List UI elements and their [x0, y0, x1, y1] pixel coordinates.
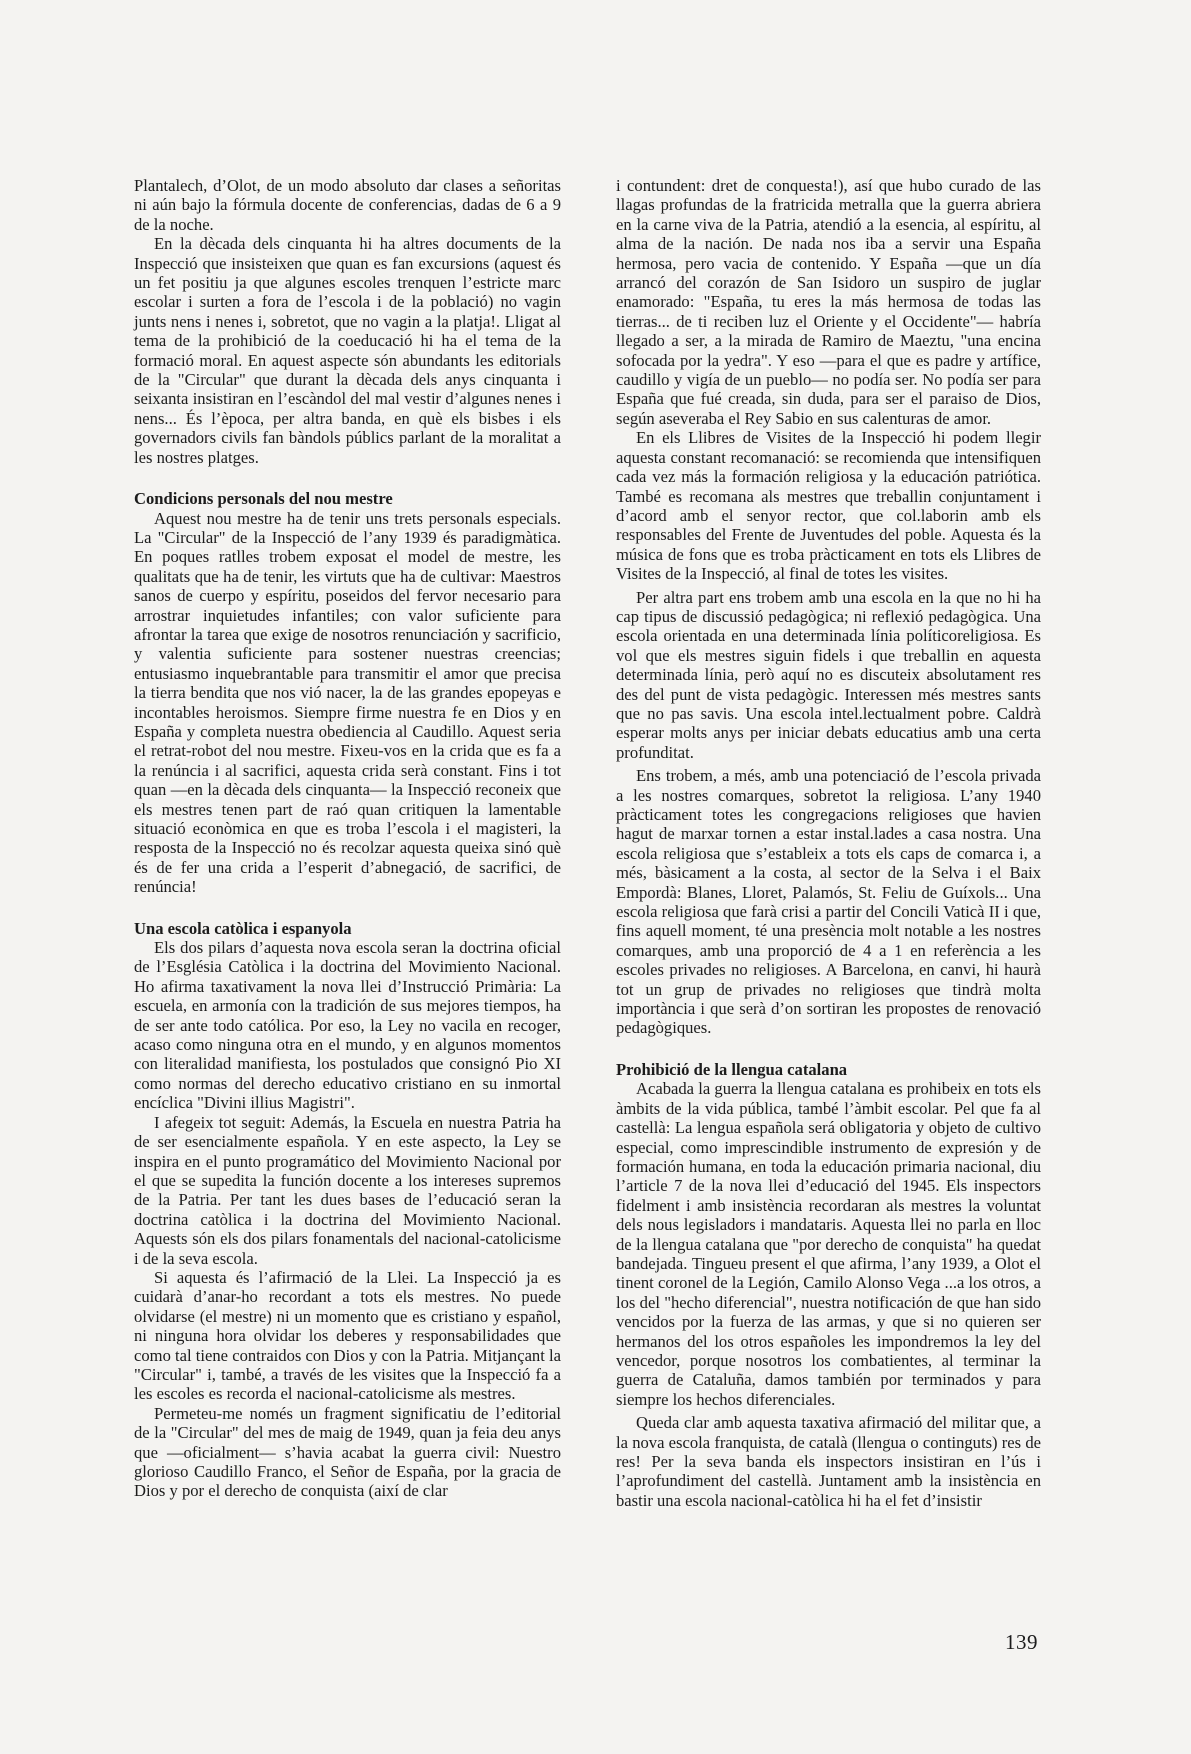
left-paragraph-4: Els dos pilars d’aquesta nova escola seran la doctrina oficial de l’Església Catòlica i la doctrina del Movimiento Nacional. Ho afirma taxativament la nova llei d’Instrucció Primària: La escuela, en armonía con la tradición de sus mejores tiempos, ha de ser ante todo católica. Por eso, la Ley no vacila en recoger, acaso como ninguna otra en el mundo, y en algunos momentos con literalidad manifiesta, los postulados que consignó Pio XI como normas del derecho educativo cristiano en su inmortal encíclica "Divini illius Magistri".	[134, 938, 561, 1113]
right-paragraph-5: Acabada la guerra la llengua catalana es prohibeix en tots els àmbits de la vida pública, també l’àmbit escolar. Pel que fa al castellà: La lengua española será obligatoria y objeto de cultivo especial, como imprescindible instrumento de expresión y de formación humana, en toda la educación primaria nacional, diu l’article 7 de la nova llei d’educació del 1945. Els inspectors fidelment i amb insistència recordaran als mestres la voluntat dels nous legisladors i mandataris. Aquesta llei no parla en lloc de la llengua catalana que "por derecho de conquista" ha quedat bandejada. Tingueu present el que afirma, l’any 1939, a Olot el tinent coronel de la Legión, Camilo Alonso Vega ...a los otros, a los del "hecho diferencial", nuestra notificación de que han sido vencidos por la fuerza de las armas, y que si no quieren ser hermanos del los otros españoles les impondremos la ley del vencedor, porque nosotros los combatientes, al terminar la guerra de Cataluña, damos también por terminados y para siempre los hechos diferenciales.	[616, 1079, 1041, 1409]
left-paragraph-7: Permeteu-me només un fragment significatiu de l’editorial de la "Circular" del mes de maig de 1949, quan ja feia deu anys que —oficialment— s’havia acabat la guerra civil: Nuestro glorioso Caudillo Franco, el Señor de España, por la gracia de Dios y por el derecho de conquista (així de clar	[134, 1403, 561, 1501]
right-paragraph-3: Per altra part ens trobem amb una escola en la que no hi ha cap tipus de discussió pedagògica; ni reflexió pedagògica. Una escola orientada en una determinada línia políticoreligiosa. Es vol que els mestres siguin fidels i que treballin en aquesta determinada línia, però aquí no es discuteix absolutament res des del punt de vista pedagògic. Interessen més mestres sants que no pas savis. Una escola intel.lectualment pobre. Caldrà esperar molts anys per iniciar debats educatius amb una certa profunditat.	[616, 587, 1041, 762]
left-column	[134, 176, 561, 1501]
right-paragraph-2: En els Llibres de Visites de la Inspecció hi podem llegir aquesta constant recomanació: se recomienda que intensifiquen cada vez más la formación religiosa y la educación patriótica. També es recomana als mestres que treballin conjuntament i d’acord amb el senyor rector, que col.laborin amb els responsables del Frente de Juventudes del poble. Aquesta és la música de fons que es troba pràcticament en tots els Llibres de Visites de la Inspecció, al final de totes les visites.	[616, 428, 1041, 584]
left-paragraph-1: Plantalech, d’Olot, de un modo absoluto dar clases a señoritas ni aún bajo la fórmula docente de conferencias, dadas de 6 a 9 de la noche.	[134, 176, 561, 234]
left-paragraph-6: Si aquesta és l’afirmació de la Llei. La Inspecció ja es cuidarà d’anar-ho recordant a tots els mestres. No puede olvidarse (el mestre) ni un momento que es cristiano y español, ni ninguna hora olvidar los deberes y responsabilidades que como tal tiene contraidos con Dios y con la Patria. Mitjançant la "Circular" i, també, a través de les visites que la Inspecció fa a les escoles es recorda el nacional-catolicisme als mestres.	[134, 1267, 561, 1404]
section-heading-prohibicio: Prohibició de la llengua catalana	[616, 1059, 848, 1079]
right-paragraph-4: Ens trobem, a més, amb una potenciació de l’escola privada a les nostres comarques, sobretot la religiosa. L’any 1940 pràcticament totes les congregacions religioses que havien hagut de marxar tornen a estar instal.lades a casa nostra. Una escola religiosa que s’estableix a tots els caps de comarca i, a més, bàsicament a la costa, al sector de la Selva i el Baix Empordà: Blanes, Lloret, Palamós, St. Feliu de Guíxols... Una escola religiosa que farà crisi a partir del Concili Vaticà II i que, fins aquell moment, té una presència molt notable a les nostres comarques, amb una proporció de 4 a 1 en referència a les escoles privades no religioses. A Barcelona, en canvi, hi haurà tot un grup de privades no religioses que tindrà molta importància i que serà d’on sortiran les propostes de renovació pedagògiques.	[616, 766, 1041, 1038]
page-number: 139	[1005, 1630, 1038, 1654]
left-paragraph-5: I afegeix tot seguit: Además, la Escuela en nuestra Patria ha de ser esencialmente española. Y en este aspecto, la Ley se inspira en el punto programático del Movimiento Nacional por el que se supedita la función docente a los intereses supremos de la Patria. Per tant les dues bases de l’educació seran la doctrina catòlica i la doctrina del Movimiento Nacional. Aquests són els dos pilars fonamentals del nacional-catolicisme i de la seva escola.	[134, 1112, 561, 1268]
section-heading-condicions: Condicions personals del nou mestre	[134, 489, 393, 509]
left-paragraph-2: En la dècada dels cinquanta hi ha altres documents de la Inspecció que insisteixen que quan es fan excursions (aquest és un fet positiu ja que algunes escoles trenquen l’estricte marc escolar i surten a fora de l’escola i de la població) no vagin junts nens i nenes i, sobretot, que no vagin a la platja!. Lligat al tema de la prohibició de la coeducació hi ha el tema de la formació moral. En aquest aspecte són abundants les editorials de la "Circular" que durant la dècada dels anys cinquanta i seixanta insistiran en l’escàndol del mal vestir d’algunes nenes i nens... És l’època, per altra banda, en què els bisbes i els governadors civils fan bàndols públics parlant de la moralitat a les nostres platges.	[134, 234, 561, 467]
right-paragraph-1: i contundent: dret de conquesta!), así que hubo curado de las llagas profundas de la fratricida metralla que la guerra abriera en la carne viva de la Patria, atendió a la esencia, al espíritu, al alma de la nación. De nada nos iba a servir una España hermosa, pero vacia de contenido. Y España —que un día arrancó del corazón de San Isidoro un suspiro de juglar enamorado: "España, tu eres la más hermosa de todas las tierras... de ti reciben luz el Oriente y el Occidente"— habría llegado a ser, a la mirada de Ramiro de Maeztu, "una encina sofocada por la yedra". Y eso —para el que es padre y artífice, caudillo y vigía de un pueblo— no podía ser. No podía ser para España que fué creada, sin duda, para ser el paraiso de Dios, según aseveraba el Rey Sabio en sus calenturas de amor.	[616, 176, 1041, 428]
left-paragraph-3: Aquest nou mestre ha de tenir uns trets personals especials. La "Circular" de la Inspecció de l’any 1939 és paradigmàtica. En poques ratlles trobem exposat el model de mestre, les qualitats que ha de tenir, les virtuts que ha de cultivar: Maestros sanos de cuerpo y espíritu, poseidos del fervor necesario para arrostrar inquietudes infantiles; con valor suficiente para afrontar la tarea que exige de nosotros renunciación y sacrificio, y valentia suficiente para sostener nuestras creencias; entusiasmo inquebrantable para transmitir el amor que precisa la tierra bendita que nos vió nacer, la de las grandes epopeyas e incontables heroismos. Siempre firme nuestra fe en Dios y en España y completa nuestra obediencia al Caudillo. Aquest seria el retrat-robot del nou mestre. Fixeu-vos en la crida que es fa a la renúncia i al sacrifici, aquesta crida serà constant. Fins i tot quan —en la dècada dels cinquanta— la Inspecció reconeix que els mestres tenen part de raó quan critiquen la lamentable situació econòmica en que es troba l’escola i el magisteri, la resposta de la Inspecció no és recolzar aquesta queixa sinó què és de fer una crida a l’esperit d’abnegació, de sacrifici, de renúncia!	[134, 508, 561, 897]
right-paragraph-6: Queda clar amb aquesta taxativa afirmació del militar que, a la nova escola franquista, de català (llengua o continguts) res de res! Per la seva banda els inspectors insistiran en l’ús i l’aprofundiment del castellà. Juntament amb la insistència en bastir una escola nacional-catòlica hi ha el fet d’insistir	[616, 1413, 1041, 1510]
right-column	[616, 176, 1041, 1510]
section-heading-escola-catolica: Una escola catòlica i espanyola	[134, 918, 352, 938]
